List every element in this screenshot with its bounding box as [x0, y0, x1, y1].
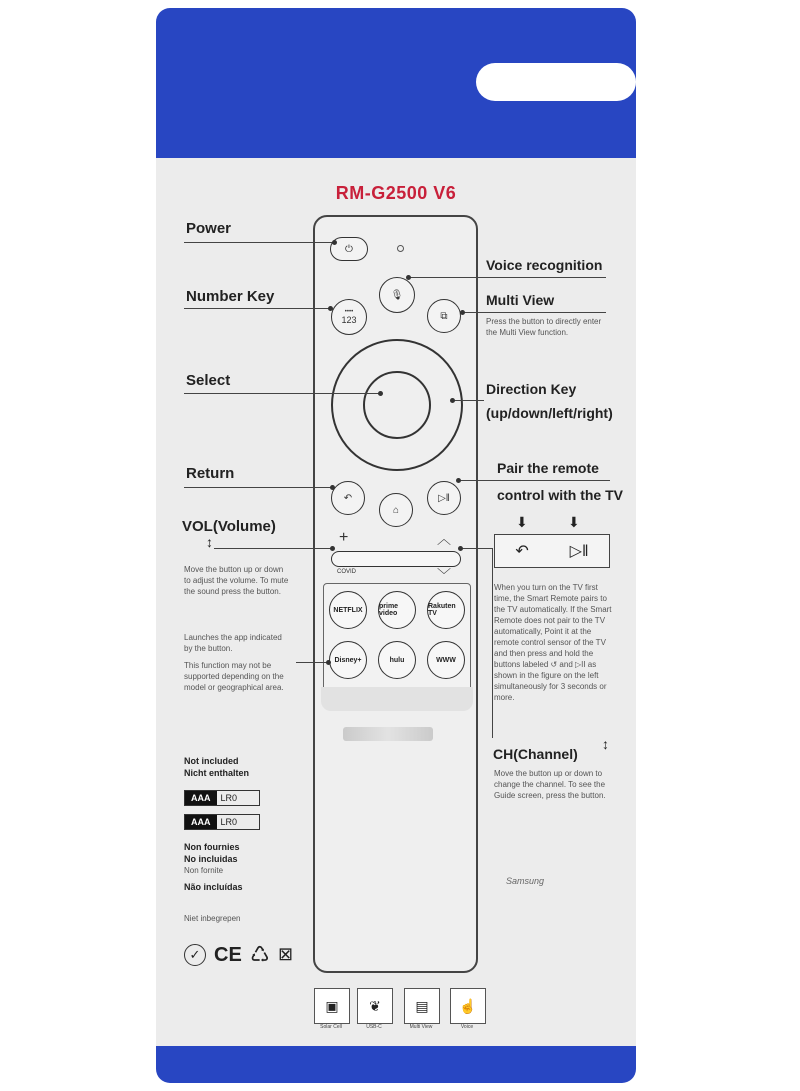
battery-non-fournies: Non fournies	[184, 842, 240, 852]
battery-extra: Niet inbegrepen	[184, 914, 241, 923]
feature-label: USB-C	[366, 1024, 382, 1030]
multi-view-icon: ⧉	[427, 299, 461, 333]
return-icon: ↶	[331, 481, 365, 515]
power-button: ⏻	[330, 237, 368, 261]
multi-view-icon: ▤	[404, 988, 440, 1024]
updown-arrow-icon: ↕	[602, 736, 609, 752]
power-label: Power	[186, 220, 232, 237]
leader-line	[184, 393, 380, 394]
weee-bin-icon: ⊠	[278, 944, 294, 964]
arrow-down-icon: ⬇	[516, 514, 528, 530]
rakuten-tv-button: Rakuten TV	[427, 591, 465, 629]
leader-dot	[456, 478, 461, 483]
microphone-icon: 🎙	[379, 277, 415, 313]
home-icon: ⌂	[379, 493, 413, 527]
feature-label: Solar Cell	[320, 1024, 342, 1030]
voice-label: Voice recognition	[486, 257, 603, 273]
disney-plus-button: Disney+	[329, 641, 367, 679]
remote-logo	[343, 727, 433, 741]
usb-c-icon: ❦	[357, 988, 393, 1024]
remote-lower-plate	[321, 687, 473, 711]
battery-no-incluidas: No incluidas	[184, 854, 238, 864]
leader-line	[184, 487, 332, 488]
battery-extra: Non fornite	[184, 866, 224, 875]
leader-dot	[330, 546, 335, 551]
leader-dot	[332, 240, 337, 245]
select-label: Select	[186, 372, 231, 389]
battery-type: AAA	[185, 791, 217, 805]
prime-video-button: prime video	[378, 591, 416, 629]
voice-icon: ☝	[450, 988, 486, 1024]
battery-cell	[184, 814, 260, 830]
leader-line	[184, 308, 330, 309]
app-note: This function may not be supported depending on the model or geographical area.	[184, 661, 284, 692]
app-description: Launches the app indicated by the button.	[184, 633, 282, 653]
multi-view-label: Multi View	[486, 292, 555, 308]
pair-description: When you turn on the TV first time, the Smart Remote pairs to the TV automatically. If the Smart Remote does not pair to the TV automatically, Point it at the remote control sensor of the TV and then press and hold the buttons labeled ↺ and ▷II as shown in the figure on the left simultaneously for 3 seconds or more.	[494, 583, 612, 702]
ch-description: Move the button up or down to change the channel. To see the Guide screen, press the button.	[494, 769, 606, 800]
leader-line	[296, 662, 328, 663]
number-key-label: Number Key	[186, 288, 275, 305]
arrow-down-icon: ⬇	[568, 514, 580, 530]
return-icon: ↶	[515, 543, 529, 560]
vol-plus-glyph: +	[339, 529, 349, 546]
dots-icon: ••••	[344, 309, 354, 315]
battery-extra: Não incluídas	[184, 882, 243, 892]
indicator-led	[397, 245, 404, 252]
leader-line	[464, 312, 606, 313]
leader-dot	[326, 660, 331, 665]
leader-dot	[330, 485, 335, 490]
leader-line	[184, 242, 334, 243]
number-key-button	[331, 299, 367, 335]
netflix-button: NETFLIX	[329, 591, 367, 629]
vol-description: Move the button up or down to adjust the volume. To mute the sound press the button.	[184, 565, 289, 596]
www-button: WWW	[427, 641, 465, 679]
battery-code: LR0	[220, 793, 238, 803]
direction-key-label: Direction Key	[486, 381, 577, 397]
model-title: RM-G2500 V6	[335, 183, 457, 203]
multi-view-description: Press the button to directly enter the Multi View function.	[486, 317, 602, 337]
signature: Samsung	[506, 876, 545, 886]
return-label: Return	[186, 465, 235, 482]
feature-label: Multi View	[409, 1024, 433, 1030]
vol-label: VOL(Volume)	[182, 518, 276, 535]
hang-hole	[476, 63, 636, 101]
battery-type: AAA	[185, 815, 217, 829]
play-pause-icon: ▷‖	[427, 481, 461, 515]
leader-line	[410, 277, 606, 278]
updown-arrow-icon: ↕	[206, 534, 213, 550]
pairing-diagram	[494, 534, 610, 568]
battery-not-included: Not included	[184, 756, 239, 766]
leader-line	[492, 548, 493, 738]
feature-label: Voice	[460, 1024, 474, 1030]
ch-up-icon: ︿	[437, 531, 451, 547]
leader-dot	[328, 306, 333, 311]
play-pause-icon: ▷‖	[569, 543, 589, 560]
direction-key-sub: (up/down/left/right)	[486, 405, 613, 421]
remote-control-illustration	[313, 215, 478, 973]
battery-not-included-de: Nicht enthalten	[184, 768, 250, 778]
hulu-button: hulu	[378, 641, 416, 679]
leader-line	[214, 548, 332, 549]
pair-label-line2: control with the TV	[497, 487, 623, 503]
number-key-label: 123	[341, 315, 357, 325]
battery-code: LR0	[220, 817, 238, 827]
leader-dot	[378, 391, 383, 396]
recycle-icon: ♺	[250, 942, 270, 967]
battery-cell	[184, 790, 260, 806]
leader-dot	[450, 398, 455, 403]
leader-dot	[458, 546, 463, 551]
ch-label: CH(Channel)	[493, 746, 578, 762]
select-button	[363, 371, 431, 439]
ch-down-icon: ﹀	[437, 567, 451, 583]
ce-mark-icon: CE	[214, 944, 242, 966]
leader-dot	[406, 275, 411, 280]
leader-line	[454, 400, 484, 401]
leader-line	[460, 480, 610, 481]
eco-label: COVID	[337, 569, 357, 575]
check-mark-icon: ✓	[184, 944, 206, 966]
leader-dot	[460, 310, 465, 315]
pair-label-line1: Pair the remote	[497, 460, 599, 476]
leader-line	[462, 548, 492, 549]
solar-cell-icon: ▣	[314, 988, 350, 1024]
